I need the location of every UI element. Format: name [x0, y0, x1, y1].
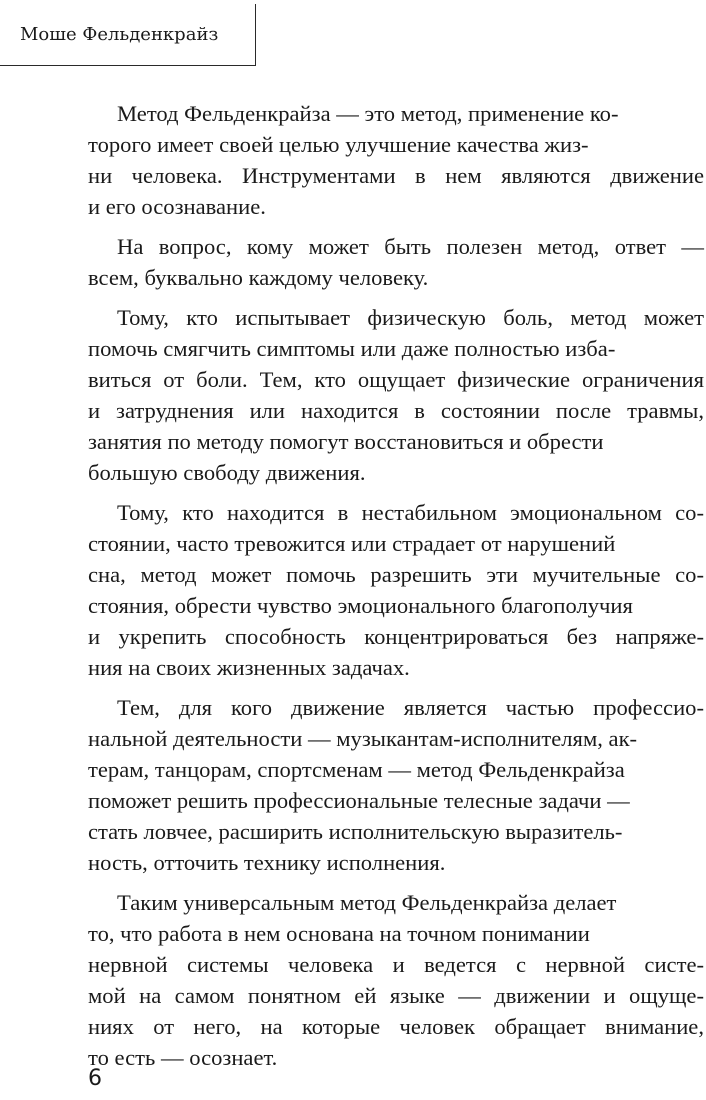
text-line: то, что работа в нем основана на точном понимании: [88, 921, 590, 946]
page-number: 6: [88, 1066, 102, 1091]
text-line: стоянии, часто тревожится или страдает от нарушений: [88, 531, 616, 556]
text-line: стать ловчее, расширить исполнительскую выразитель-: [88, 819, 623, 844]
text-line: и его осознавание.: [88, 194, 266, 219]
paragraph-3: [88, 302, 704, 488]
text-line: терам, танцорам, спортсменам — метод Фельденкрайза: [88, 757, 625, 782]
running-header-title: Моше Фельденкрайз: [20, 24, 219, 45]
text-line: ни человека. Инструментами в нем являются движение: [88, 163, 704, 188]
text-line: ность, отточить технику исполнения.: [88, 850, 446, 875]
text-line: и затруднения или находится в состоянии после травмы,: [88, 398, 704, 423]
text-line: торого имеет своей целью улучшение качества жиз-: [88, 132, 589, 157]
paragraph-6: [88, 887, 704, 1073]
paragraph-5: [88, 692, 704, 878]
running-header: [0, 4, 256, 66]
text-line: стояния, обрести чувство эмоционального благополучия: [88, 593, 633, 618]
text-line: нальной деятельности — музыкантам-исполнителям, ак-: [88, 726, 638, 751]
text-line: всем, буквально каждому человеку.: [88, 265, 429, 290]
text-line: сна, метод может помочь разрешить эти мучительные со-: [88, 562, 704, 587]
paragraph-2: [88, 231, 704, 293]
paragraph-1: [88, 98, 704, 222]
text-line: виться от боли. Тем, кто ощущает физические ограничения: [88, 367, 704, 392]
text-line: занятия по методу помогут восстановиться и обрести: [88, 429, 604, 454]
text-line: нервной системы человека и ведется с нервной систе-: [88, 952, 704, 977]
text-line: ниях от него, на которые человек обращает внимание,: [88, 1014, 704, 1039]
text-line: то есть — осознает.: [88, 1045, 278, 1070]
text-line: помочь смягчить симптомы или даже полностью изба-: [88, 336, 616, 361]
text-line: Тому, кто находится в нестабильном эмоциональном со-: [117, 500, 704, 525]
text-line: поможет решить профессиональные телесные задачи —: [88, 788, 630, 813]
text-line: Тем, для кого движение является частью профессио-: [117, 695, 704, 720]
text-line: На вопрос, кому может быть полезен метод, ответ —: [117, 234, 704, 259]
text-line: и укрепить способность концентрироваться без напряже-: [88, 624, 704, 649]
body-text: [88, 98, 704, 1082]
text-line: большую свободу движения.: [88, 460, 366, 485]
text-line: ния на своих жизненных задачах.: [88, 655, 410, 680]
paragraph-4: [88, 497, 704, 683]
text-line: Тому, кто испытывает физическую боль, метод может: [117, 305, 704, 330]
text-line: Таким универсальным метод Фельденкрайза делает: [117, 890, 617, 915]
text-line: мой на самом понятном ей языке — движении и ощуще-: [88, 983, 704, 1008]
text-line: Метод Фельденкрайза — это метод, применение ко-: [117, 101, 619, 126]
